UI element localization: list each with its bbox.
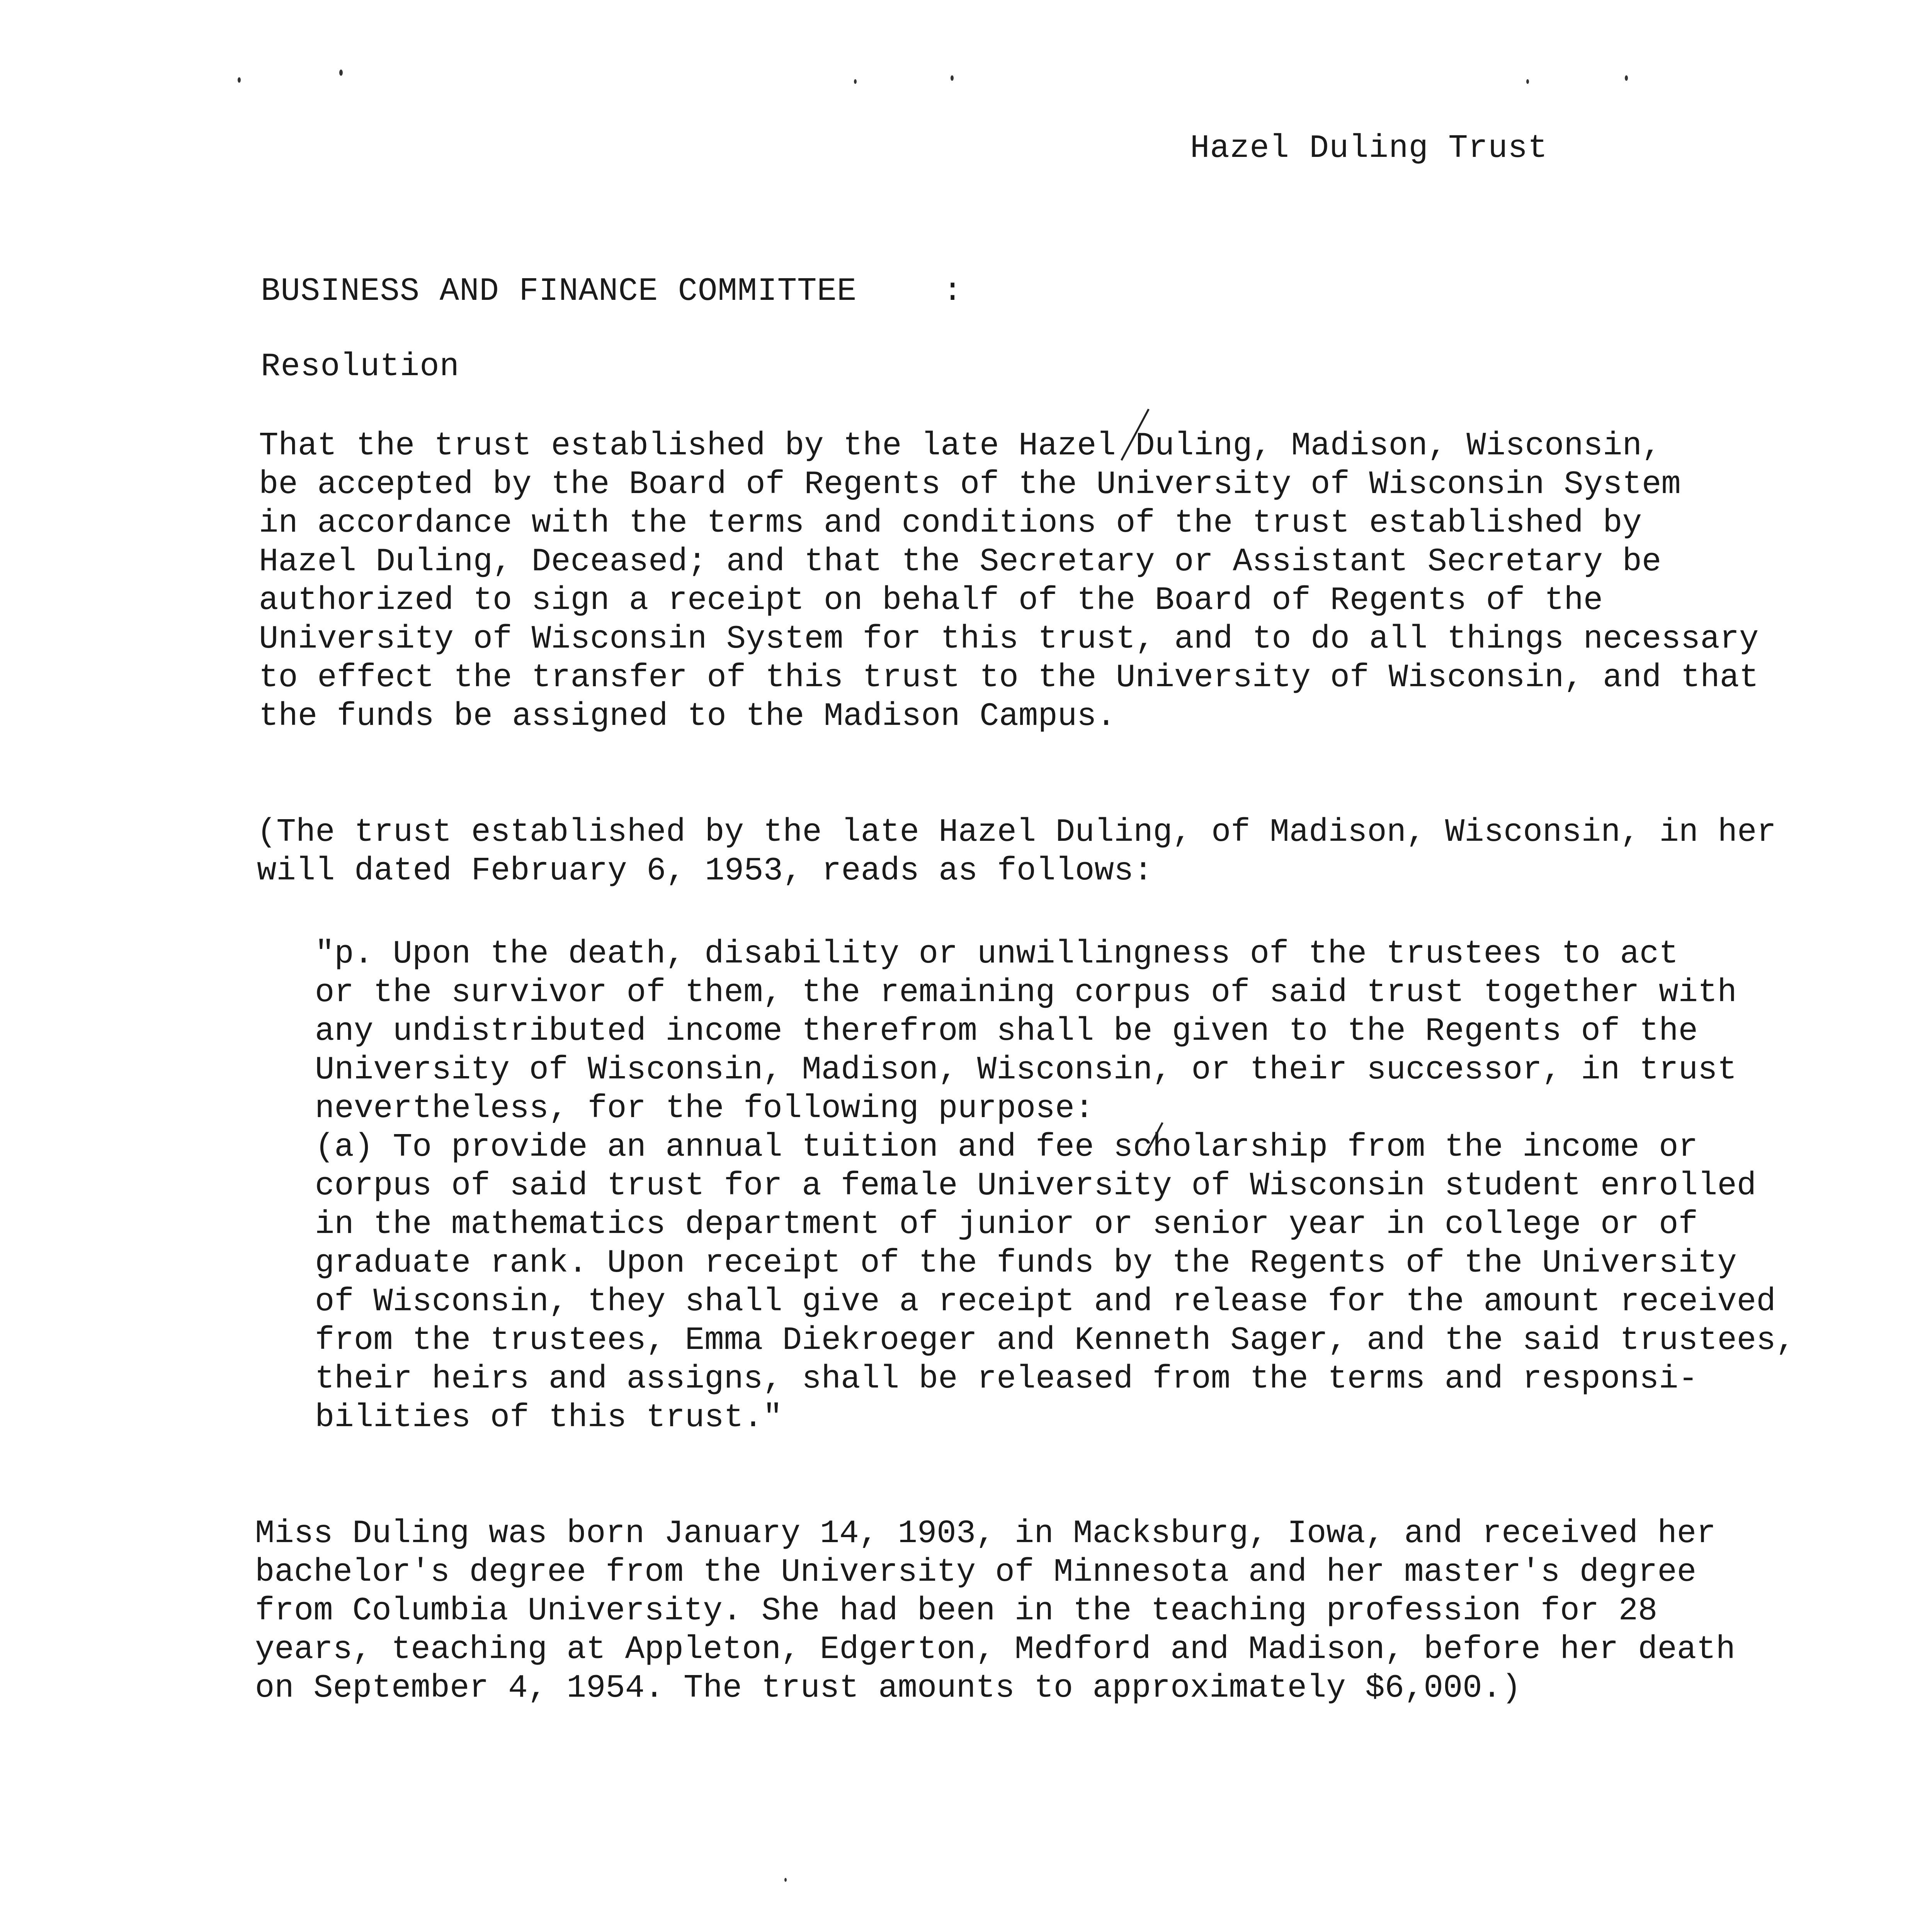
resolution-line: to effect the transfer of this trust to the University of Wisconsin, and that (259, 660, 1759, 696)
scan-speck (854, 79, 857, 84)
intro-line: (The trust established by the late Hazel Duling, of Madison, Wisconsin, in her (257, 814, 1776, 851)
committee-name: BUSINESS AND FINANCE COMMITTEE (261, 273, 857, 310)
quote-line: "p. Upon the death, disability or unwillingness of the trustees to act (315, 936, 1679, 973)
biography-line: bachelor's degree from the University of Minnesota and her master's degree (255, 1554, 1697, 1591)
quote-line: or the survivor of them, the remaining corpus of said trust together with (315, 975, 1737, 1011)
intro-paragraph (257, 813, 1776, 891)
resolution-line: That the trust established by the late Hazel Duling, Madison, Wisconsin, (259, 428, 1662, 464)
quote-line: bilities of this trust." (315, 1400, 782, 1436)
quote-line: their heirs and assigns, shall be released from the terms and responsi- (315, 1361, 1698, 1398)
document-title: Hazel Duling Trust (1190, 130, 1548, 167)
quote-line: corpus of said trust for a female University of Wisconsin student enrolled (315, 1168, 1757, 1204)
quote-line: from the trustees, Emma Diekroeger and Kenneth Sager, and the said trustees, (315, 1322, 1796, 1359)
intro-line: will dated February 6, 1953, reads as follows: (257, 853, 1153, 889)
scan-speck (1625, 75, 1628, 81)
resolution-line: in accordance with the terms and conditions of the trust established by (259, 505, 1642, 542)
quote-line: of Wisconsin, they shall give a receipt and release for the amount received (315, 1284, 1776, 1320)
scan-speck (339, 70, 343, 76)
biography-line: from Columbia University. She had been in the teaching profession for 28 (255, 1593, 1658, 1629)
scan-speck (238, 77, 241, 83)
scan-speck (784, 1878, 787, 1882)
resolution-paragraph (259, 427, 1759, 736)
resolution-line: be accepted by the Board of Regents of the University of Wisconsin System (259, 466, 1681, 503)
quote-line: in the mathematics department of junior or senior year in college or of (315, 1206, 1698, 1243)
biography-line: years, teaching at Appleton, Edgerton, Medford and Madison, before her death (255, 1631, 1736, 1668)
biography-paragraph (255, 1515, 1735, 1708)
trust-quotation (315, 935, 1795, 1437)
biography-line: on September 4, 1954. The trust amounts to approximately $6,000.) (255, 1670, 1521, 1707)
resolution-line: the funds be assigned to the Madison Campus. (259, 698, 1116, 735)
biography-line: Miss Duling was born January 14, 1903, in Macksburg, Iowa, and received her (255, 1515, 1716, 1552)
resolution-line: authorized to sign a receipt on behalf of the Board of Regents of the (259, 582, 1603, 619)
quote-line: nevertheless, for the following purpose: (315, 1090, 1094, 1127)
quote-line: University of Wisconsin, Madison, Wisconsin, or their successor, in trust (315, 1052, 1737, 1088)
section-heading: Resolution (261, 349, 460, 385)
scan-speck (1526, 79, 1529, 84)
quote-line: (a) To provide an annual tuition and fee scholarship from the income or (315, 1129, 1698, 1166)
resolution-line: Hazel Duling, Deceased; and that the Secretary or Assistant Secretary be (259, 544, 1662, 580)
quote-line: any undistributed income therefrom shall be given to the Regents of the (315, 1013, 1698, 1050)
quote-line: graduate rank. Upon receipt of the funds by the Regents of the University (315, 1245, 1737, 1282)
scan-speck (951, 75, 954, 81)
resolution-line: University of Wisconsin System for this trust, and to do all things necessary (259, 621, 1759, 658)
stray-mark: : (943, 273, 963, 310)
